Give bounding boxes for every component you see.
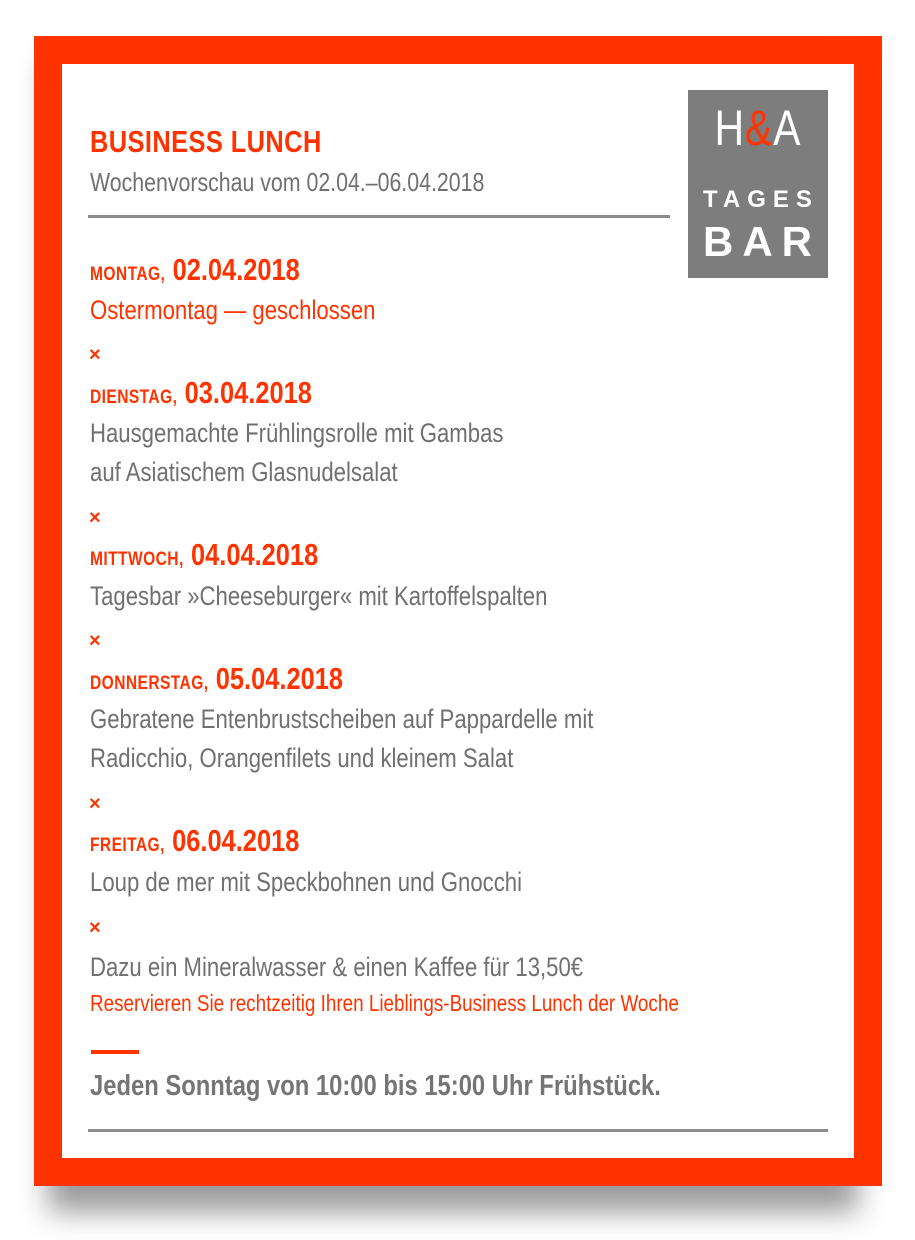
divider-top [88, 215, 670, 218]
logo-tages: TAGES [703, 186, 819, 213]
page-title: BUSINESS LUNCH [90, 124, 322, 159]
day-date: 06.04.2018 [172, 823, 300, 858]
accent-dash [91, 1050, 139, 1054]
day-name: DONNERSTAG, [90, 673, 209, 694]
day-date: 03.04.2018 [184, 375, 312, 410]
day-description: Loup de mer mit Speckbohnen und Gnocchi [90, 867, 523, 897]
separator-icon: × [89, 344, 101, 366]
day-heading [90, 375, 361, 411]
price-line: Dazu ein Mineralwasser & einen Kaffee für 13,50€ [90, 952, 584, 982]
day-name: FREITAG, [90, 835, 165, 856]
day-name: MITTWOCH, [90, 549, 184, 570]
logo-bar: BAR [703, 218, 821, 265]
day-date: 04.04.2018 [190, 537, 319, 572]
day-date: 02.04.2018 [172, 252, 300, 287]
reservation-note: Reservieren Sie rechtzeitig Ihren Lieblings-Business Lunch der Woche [90, 990, 679, 1016]
day-description: Gebratene Entenbrustscheiben auf Pappardelle mit [90, 704, 594, 734]
day-description: auf Asiatischem Glasnudelsalat [90, 457, 398, 487]
logo [688, 90, 828, 278]
day-description: Tagesbar »Cheeseburger« mit Kartoffelspalten [90, 581, 548, 611]
divider-bottom [88, 1129, 828, 1132]
separator-icon: × [89, 917, 101, 939]
day-name: DIENSTAG, [90, 387, 178, 408]
day-heading [90, 823, 345, 859]
separator-icon: × [89, 507, 101, 529]
day-heading [90, 252, 346, 288]
day-heading [90, 537, 368, 573]
day-description: Hausgemachte Frühlingsrolle mit Gambas [90, 418, 504, 448]
day-name: MONTAG, [90, 264, 166, 285]
day-date: 05.04.2018 [215, 661, 343, 696]
day-description: Radicchio, Orangenfilets und kleinem Salat [90, 743, 514, 773]
sunday-breakfast-line: Jeden Sonntag von 10:00 bis 15:00 Uhr Frühstück. [90, 1070, 661, 1102]
day-description: Ostermontag — geschlossen [90, 295, 376, 325]
separator-icon: × [89, 630, 101, 652]
page-subtitle: Wochenvorschau vom 02.04.–06.04.2018 [90, 167, 485, 197]
separator-icon: × [89, 793, 101, 815]
logo-ha: H&A [714, 100, 802, 156]
day-heading [90, 661, 399, 697]
